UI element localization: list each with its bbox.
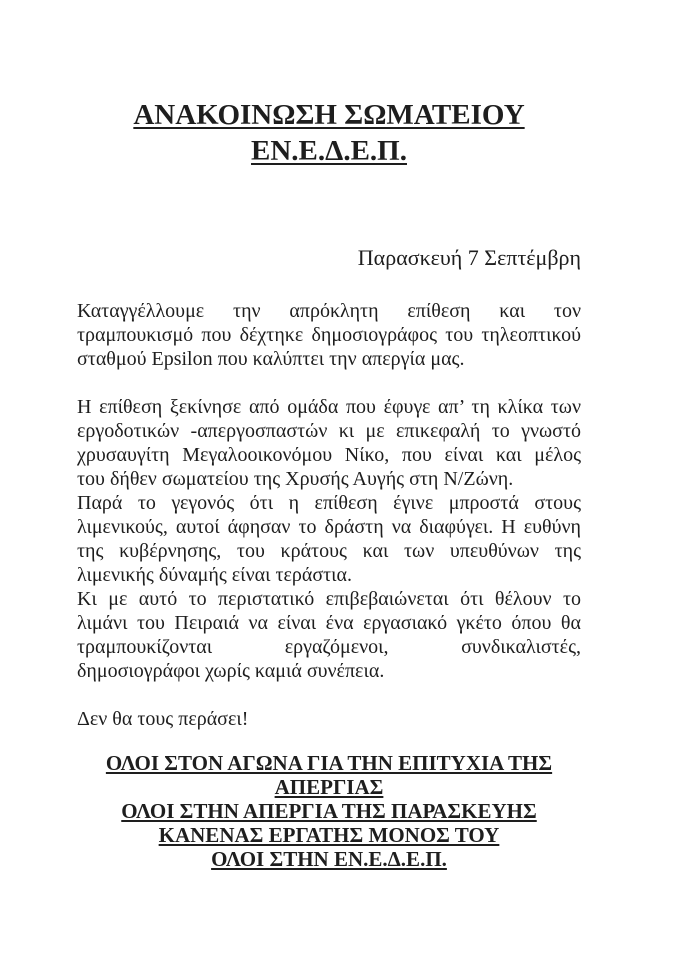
title-line-2: ΕΝ.Ε.Δ.Ε.Π.: [251, 135, 407, 167]
paragraph-line: τραμπουκίζονται εργαζόμενοι, συνδικαλιστές,: [77, 636, 581, 658]
paragraph-line: Κι με αυτό το περιστατικό επιβεβαιώνεται ότι θέλουν το: [77, 588, 581, 610]
paragraph-line: σταθμού Epsilon που καλύπτει την απεργία μας.: [77, 348, 465, 370]
slogans: [77, 751, 581, 871]
slogan-line: ΚΑΝΕΝΑΣ ΕΡΓΑΤΗΣ ΜΟΝΟΣ ΤΟΥ: [158, 823, 500, 847]
paragraph-line: του δήθεν σωματείου της Χρυσής Αυγής στη Ν/Ζώνη.: [77, 468, 514, 490]
paragraph: [77, 395, 581, 491]
paragraph-line: χρυσαυγίτη Μεγαλοοικονόμου Νίκο, που είναι και μέλος: [77, 444, 581, 466]
paragraph-line: λιμενικούς, αυτοί άφησαν το δράστη να διαφύγει. Η ευθύνη: [77, 516, 581, 538]
paragraph: [77, 299, 581, 371]
paragraph-line: Η επίθεση ξεκίνησε από ομάδα που έφυγε απ’ τη κλίκα των: [77, 396, 581, 418]
slogan-line: ΟΛΟΙ ΣΤΗΝ ΕΝ.Ε.Δ.Ε.Π.: [211, 847, 447, 871]
paragraph-line: λιμάνι του Πειραιά να είναι ένα εργασιακό γκέτο όπου θα: [77, 612, 581, 634]
paragraph: [77, 587, 581, 683]
closing-statement: Δεν θα τους περάσει!: [77, 708, 249, 730]
paragraph-line: δημοσιογράφοι χωρίς καμιά συνέπεια.: [77, 660, 385, 682]
dateline: Παρασκευή 7 Σεπτέμβρη: [357, 245, 581, 270]
paragraph-line: Παρά το γεγονός ότι η επίθεση έγινε μπροστά στους: [77, 492, 581, 514]
slogan-line: ΟΛΟΙ ΣΤΗΝ ΑΠΕΡΓΙΑ ΤΗΣ ΠΑΡΑΣΚΕΥΗΣ: [121, 799, 537, 823]
paragraph-line: εργοδοτικών -απεργοσπαστών κι με επικεφαλή το γνωστό: [77, 420, 581, 442]
paragraph-line: της κυβέρνησης, του κράτους και των υπευθύνων της: [77, 540, 581, 562]
paragraph-line: λιμενικής δύναμής είναι τεράστια.: [77, 564, 353, 586]
page-title: [77, 97, 581, 169]
slogan-line: ΑΠΕΡΓΙΑΣ: [274, 775, 384, 799]
paragraph-line: τραμπουκισμό που δέχτηκε δημοσιογράφος του τηλεοπτικού: [77, 324, 581, 346]
slogan-line: ΟΛΟΙ ΣΤΟΝ ΑΓΩΝΑ ΓΙΑ ΤΗΝ ΕΠΙΤΥΧΙΑ ΤΗΣ: [105, 751, 553, 775]
body-paragraphs: [77, 299, 581, 683]
paragraph-line: Καταγγέλλουμε την απρόκλητη επίθεση και τον: [77, 300, 581, 322]
title-line-1: ΑΝΑΚΟΙΝΩΣΗ ΣΩΜΑΤΕΙΟΥ: [133, 99, 525, 131]
paragraph: [77, 491, 581, 587]
